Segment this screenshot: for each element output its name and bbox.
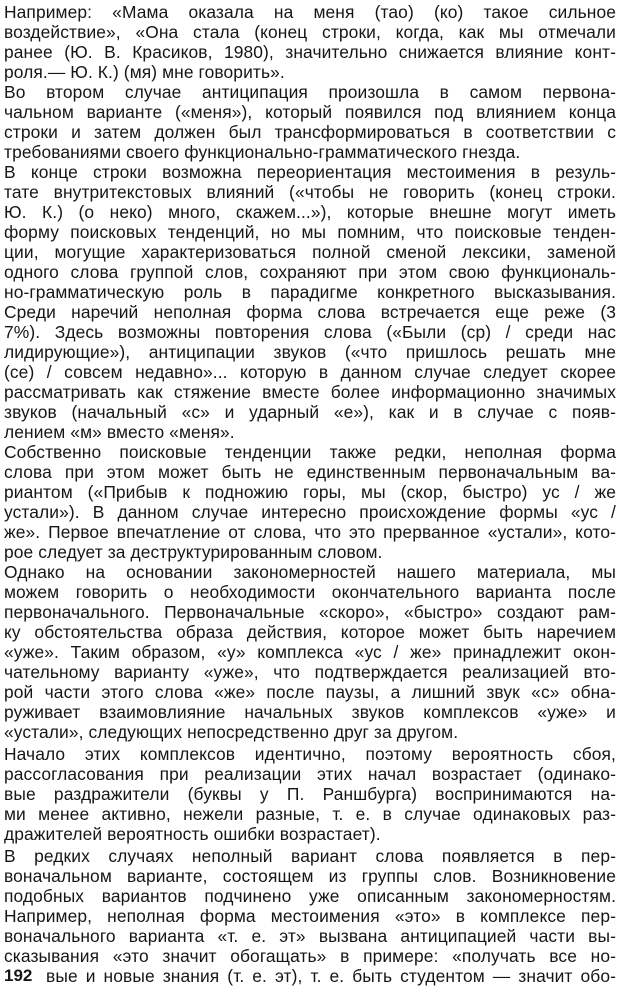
text-line: «уже». Таким образом, «у» комплекса «ус / же» принадлежит окон- xyxy=(4,642,616,662)
text-line: Начало этих комплексов идентично, поэтому вероятность сбоя, xyxy=(4,744,616,764)
text-line: воздействие», «Она стала (конец строки, когда, как мы отмечали xyxy=(4,22,616,42)
text-line: Во втором случае антиципация произошла в самом первона- xyxy=(4,82,616,102)
text-line: дражителей вероятность ошибки возрастает). xyxy=(4,824,381,844)
text-line: риантом («Прибыв к подножию горы, мы (скор, быстро) ус / же xyxy=(4,482,616,502)
text-line: Ю. К.) (о неко) много, скажем...»), которые внешне могут иметь xyxy=(4,202,616,222)
text-line: вые раздражители (буквы у П. Раншбурга) воспринимаются на- xyxy=(4,784,616,804)
text-line: первоначального. Первоначальные «скоро», «быстро» создают рам- xyxy=(4,602,616,622)
text-line: Собственно поисковые тенденции также редки, неполная форма xyxy=(4,442,616,462)
text-line: роля.— Ю. К.) (мя) мне говорить». xyxy=(4,62,285,82)
text-line: требованиями своего функционально-грамматического гнезда. xyxy=(4,142,521,162)
text-line: чальном варианте («меня»), который появился под влиянием конца xyxy=(4,102,616,122)
text-line: Например: «Мама оказала на меня (тао) (ко) такое сильное xyxy=(4,2,616,22)
text-line: слова при этом может быть не единственным первоначальным ва- xyxy=(4,462,616,482)
text-line: же». Первое впечатление от слова, что это прерванное «устали», кото- xyxy=(4,522,616,542)
text-line: форму поисковых тенденций, но мы помним, что поисковые тенден- xyxy=(4,222,616,242)
text-line: (се) / совсем недавно»... которую в данном случае следует скорее xyxy=(4,362,616,382)
text-line: строки и затем должен был трансформироваться в соответствии с xyxy=(4,122,616,142)
text-line: рой части этого слова «же» после паузы, а лишний звук «с» обна- xyxy=(4,682,616,702)
text-line: ку обстоятельства образа действия, которое может быть наречием xyxy=(4,622,616,642)
text-line: воначальном варианте, состоящем из группы слов. Возникновение xyxy=(4,866,616,886)
text-line: вые и новые знания (т. е. эт), т. е. быть студентом — значит обо- xyxy=(46,966,616,986)
text-line: но-грамматическую роль в парадигме конкретного высказывания. xyxy=(4,282,616,302)
text-line: ции, могущие характеризоваться полной сменой лексики, заменой xyxy=(4,242,616,262)
text-line: руживает взаимовлияние начальных звуков комплексов «уже» и xyxy=(4,702,616,722)
text-line: рассогласования при реализации этих начал возрастает (одинако- xyxy=(4,764,616,784)
text-line: тате внутритекстовых влияний («чтобы не говорить (конец строки. xyxy=(4,182,616,202)
text-line: рассматривать как стяжение вместе более информационно значимых xyxy=(4,382,616,402)
page-number: 192 xyxy=(4,966,33,985)
text-line: звуков (начальный «с» и ударный «е»), как и в случае с появ- xyxy=(4,402,616,422)
text-line: воначального варианта «т. е. эт» вызвана антиципацией части вы- xyxy=(4,926,616,946)
text-line: В редких случаях неполный вариант слова появляется в пер- xyxy=(4,846,616,866)
text-line: рое следует за деструктурированным словом. xyxy=(4,542,383,562)
text-line: «устали», следующих непосредственно друг за другом. xyxy=(4,722,459,742)
text-line: 7%). Здесь возможны повторения слова («Были (ср) / среди нас xyxy=(4,322,616,342)
text-line: ранее (Ю. В. Красиков, 1980), значительно снижается влияние конт- xyxy=(4,42,616,62)
text-line: Однако на основании закономерностей нашего материала, мы xyxy=(4,562,616,582)
text-line: можем говорить о необходимости окончательного варианта после xyxy=(4,582,616,602)
text-line: лением «м» вместо «меня». xyxy=(4,422,235,442)
text-line: сказывания «это значит обогащать» в примере: «получать все но- xyxy=(4,946,616,966)
text-line: устали»). В данном случае интересно происхождение формы «ус / xyxy=(4,502,616,522)
text-line: подобных вариантов подчинено уже описанным закономерностям. xyxy=(4,886,616,906)
text-line: лидирующие»), антиципации звуков («что пришлось решать мне xyxy=(4,342,616,362)
text-line: Среди наречий неполная форма слова встречается еще реже (3 xyxy=(4,302,616,322)
text-line: Например, неполная форма местоимения «это» в комплексе пер- xyxy=(4,906,616,926)
text-line: чательному варианту «уже», что подтверждается реализацией вто- xyxy=(4,662,616,682)
text-line: В конце строки возможна переориентация местоимения в резуль- xyxy=(4,162,616,182)
text-line: одного слова группой слов, сохраняют при этом свою функциональ- xyxy=(4,262,616,282)
text-line: ми менее активно, нежели разные, т. е. в случае одинаковых раз- xyxy=(4,804,616,824)
